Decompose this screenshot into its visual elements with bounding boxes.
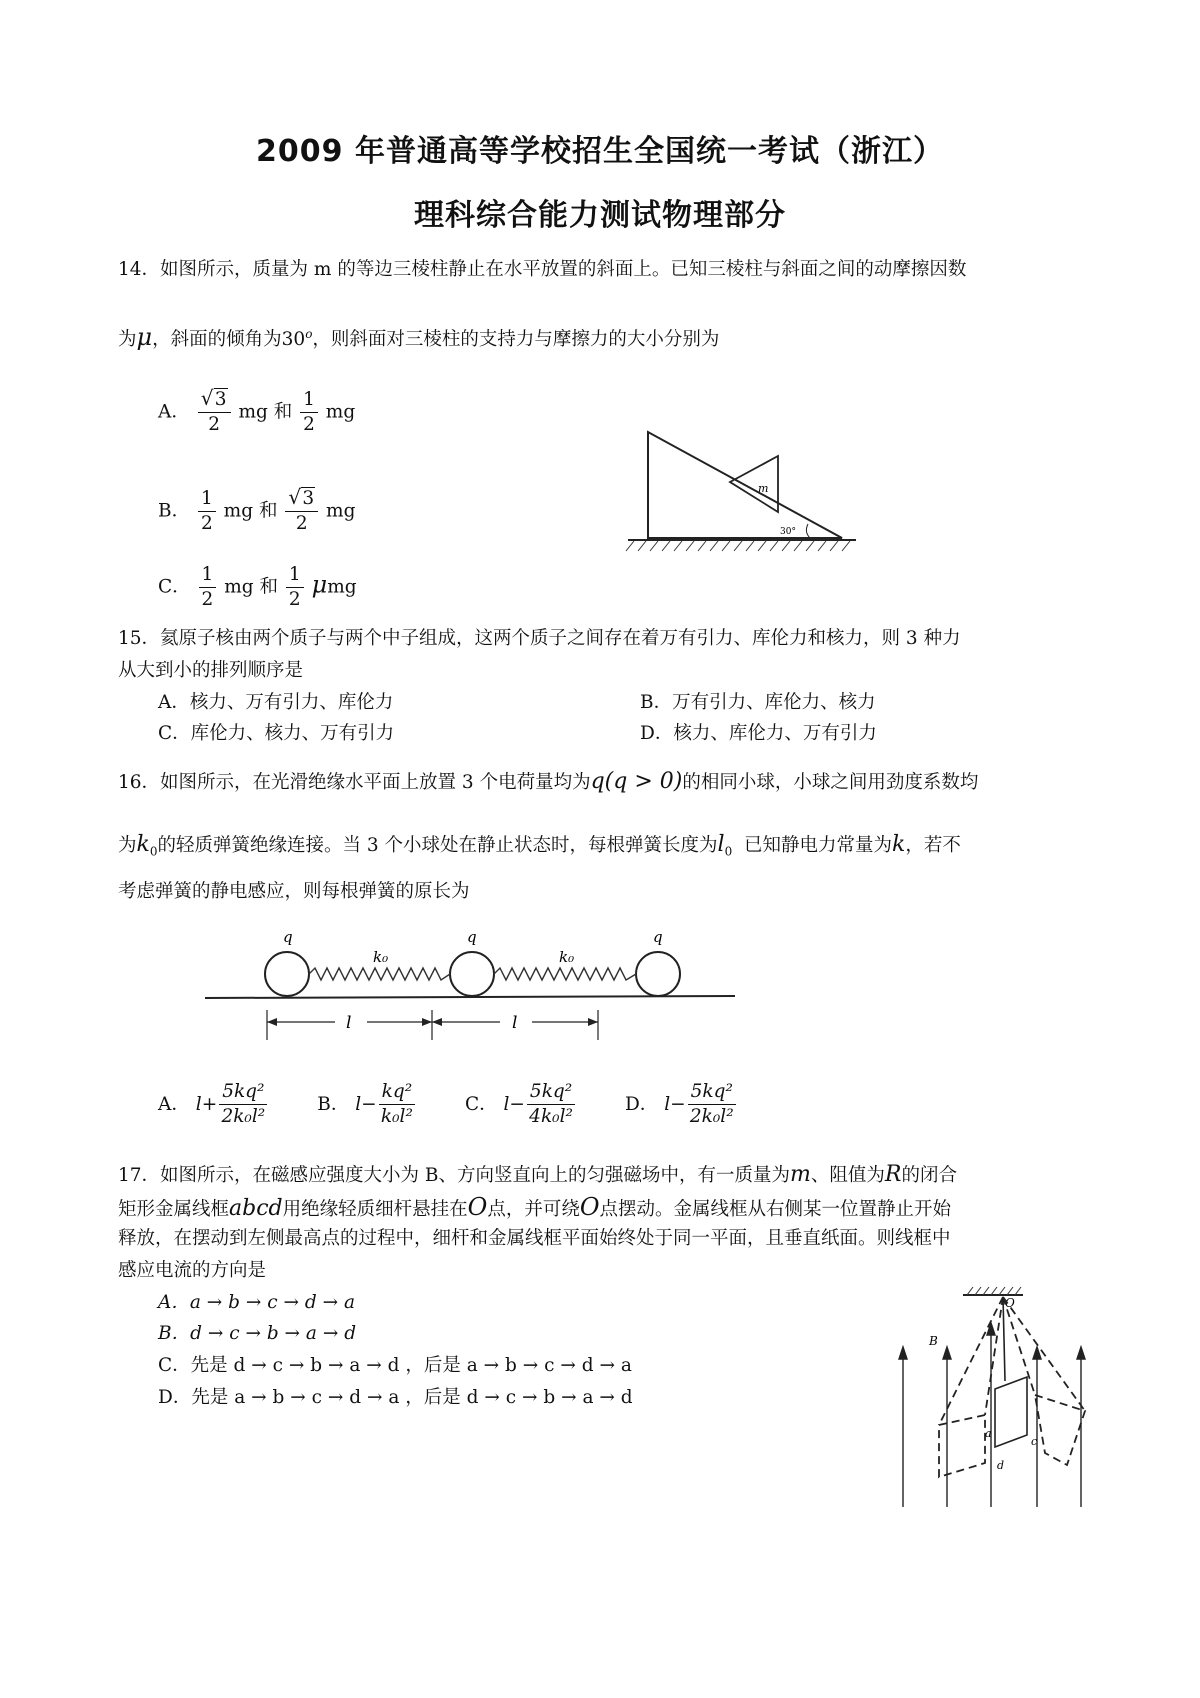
q17-stem-line1: 17．如图所示，在磁感应强度大小为 B、方向竖直向上的匀强磁场中，有一质量为m、阻值为R的闭合 bbox=[118, 1162, 958, 1187]
q15-stem-line2: 从大到小的排列顺序是 bbox=[118, 660, 304, 681]
q17-option-a: A．a → b → c → d → a bbox=[158, 1292, 356, 1313]
corner-d-label: d bbox=[997, 1459, 1005, 1472]
q17-stem-line2: 矩形金属线框abcd用绝缘轻质细杆悬挂在O点，并可绕O点摆动。金属线框从右侧某一位置静止开始 bbox=[118, 1193, 952, 1221]
q15-option-c: C．库伦力、核力、万有引力 bbox=[158, 723, 395, 744]
ball-charge-label-1: q bbox=[283, 928, 293, 946]
corner-a-label: a bbox=[985, 1427, 992, 1440]
q16-stem-line2: 为$k_0$的轻质弹簧绝缘连接。当 3 个小球处在静止状态时，每根弹簧长度为$l_0$ 已知静电力常量为k，若不 bbox=[118, 832, 961, 859]
magnetic-field-frame-figure bbox=[895, 1285, 1095, 1515]
q15-option-d: D．核力、库伦力、万有引力 bbox=[640, 723, 877, 744]
q16-stem-line3: 考虑弹簧的静电感应，则每根弹簧的原长为 bbox=[118, 881, 470, 902]
q16-stem-line1: 16．如图所示，在光滑绝缘水平面上放置 3 个电荷量均为q(q > 0)的相同小球，小球之间用劲度系数均 bbox=[118, 769, 979, 794]
spring-balls-figure bbox=[205, 922, 735, 1047]
spring-1 bbox=[309, 968, 450, 980]
q14-stem-line2: 为μ，斜面的倾角为30$^o$，则斜面对三棱柱的支持力与摩擦力的大小分别为 bbox=[118, 323, 720, 352]
q17-option-b: B．d → c → b → a → d bbox=[158, 1323, 357, 1344]
q14-option-b: B． $\frac{1}{2}$ mg 和 √ 3 2 mg bbox=[158, 485, 356, 534]
exam-title: 2009 年普通高等学校招生全国统一考试（浙江） bbox=[256, 134, 944, 169]
q16-option-a: A． l+ $\frac{\text{5kq²}}{\text{2k₀l²}}$ bbox=[158, 1094, 275, 1115]
length-label-1: l bbox=[346, 1013, 352, 1033]
q14-stem-line1: 14．如图所示，质量为 m 的等边三棱柱静止在水平放置的斜面上。已知三棱柱与斜面之间的动摩擦因数 bbox=[118, 259, 967, 280]
q17-option-c: C．先是 d → c → b → a → d ，后是 a → b → c → d → a bbox=[158, 1355, 632, 1376]
ball-charge-label-3: q bbox=[653, 928, 663, 946]
q15-option-a: A．核力、万有引力、库伦力 bbox=[158, 692, 394, 713]
spring-2 bbox=[494, 968, 636, 980]
q14-option-a: A． √ 3 2 mg 和 $\frac{1}{2}$ mg bbox=[158, 386, 356, 435]
q14-option-c: C． $\frac{1}{2}$ mg 和 $\frac{1}{2}$ μmg bbox=[158, 564, 357, 610]
incline-angle-label: 30° bbox=[780, 527, 796, 537]
q16-options bbox=[158, 1080, 738, 1129]
q16-option-c: C． l− $\frac{\text{5kq²}}{\text{4k₀l²}}$ bbox=[465, 1094, 583, 1115]
pivot-o-label: O bbox=[1005, 1296, 1015, 1310]
ball-1 bbox=[265, 952, 309, 996]
corner-c-label: c bbox=[1031, 1435, 1038, 1448]
spring-constant-label-2: k₀ bbox=[559, 948, 575, 966]
q17-option-d: D．先是 a → b → c → d → a ，后是 d → c → b → a → d bbox=[158, 1387, 633, 1408]
prism-mass-label: m bbox=[758, 482, 769, 495]
exam-subtitle: 理科综合能力测试物理部分 bbox=[414, 198, 786, 233]
q17-stem-line4: 感应电流的方向是 bbox=[118, 1260, 267, 1281]
q17-stem-line3: 释放，在摆动到左侧最高点的过程中，细杆和金属线框平面始终处于同一平面，且垂直纸面。则线框中 bbox=[118, 1228, 951, 1249]
spring-constant-label-1: k₀ bbox=[373, 948, 389, 966]
field-b-label: B bbox=[929, 1334, 938, 1348]
q16-option-d: D． l− $\frac{\text{5kq²}}{\text{2k₀l²}}$ bbox=[625, 1094, 738, 1115]
ball-charge-label-2: q bbox=[467, 928, 477, 946]
incline-figure bbox=[620, 420, 860, 560]
q15-stem-line1: 15．氦原子核由两个质子与两个中子组成，这两个质子之间存在着万有引力、库伦力和核力，则 3 种力 bbox=[118, 628, 961, 649]
ball-2 bbox=[450, 952, 494, 996]
length-label-2: l bbox=[512, 1013, 518, 1033]
q15-option-b: B．万有引力、库伦力、核力 bbox=[640, 692, 876, 713]
q16-option-b: B． l− $\frac{\text{kq²}}{\text{k₀l²}}$ bbox=[317, 1094, 423, 1115]
ball-3 bbox=[636, 952, 680, 996]
field-lines bbox=[899, 1323, 1085, 1507]
